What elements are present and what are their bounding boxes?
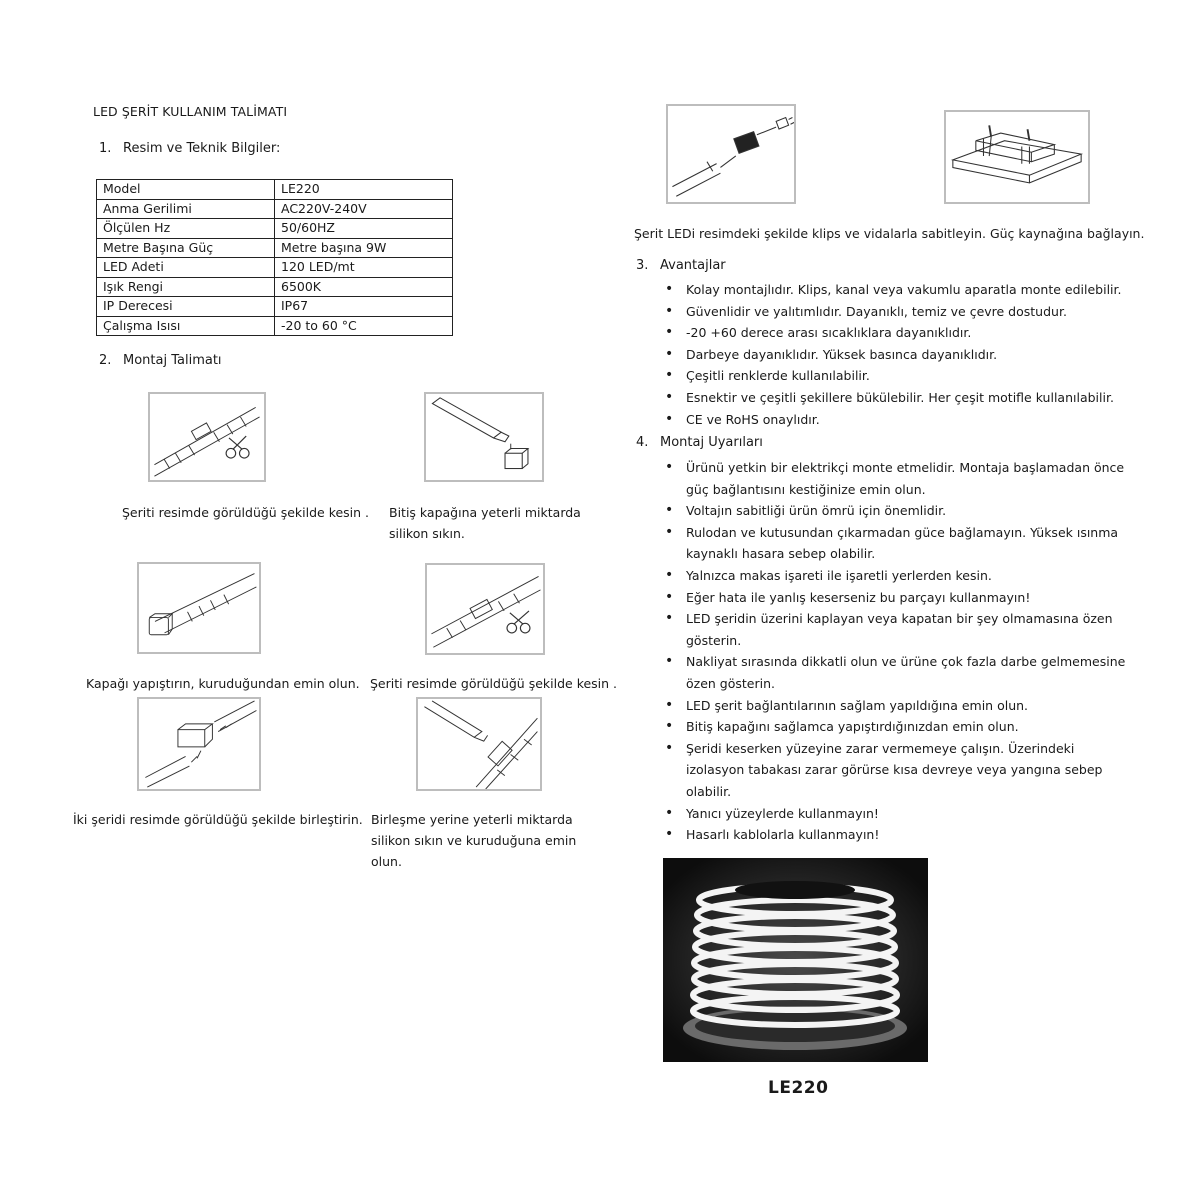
silicone-endcap-illustration — [424, 392, 544, 482]
step-caption-line: Bitiş kapağına yeterli miktarda — [389, 505, 581, 520]
spec-key: Anma Gerilimi — [97, 199, 275, 219]
list-item: • Esnektir ve çeşitli şekillere bükülebilir. Her çeşit motifle kullanılabilir. — [638, 387, 1138, 409]
list-item: • Rulodan ve kutusundan çıkarmadan güce bağlamayın. Yüksek ısınma kaynaklı hasara sebep olabilir. — [638, 522, 1130, 565]
silicone-join-illustration — [416, 697, 542, 791]
scissors-icon — [507, 611, 530, 633]
step-caption-line: olun. — [371, 854, 402, 869]
step-caption: İki şeridi resimde görüldüğü şekilde birleştirin. — [73, 812, 363, 827]
list-item: • Nakliyat sırasında dikkatli olun ve ürüne çok fazla darbe gelmemesine özen gösterin. — [638, 651, 1130, 694]
cut-strip-illustration-2 — [425, 563, 545, 655]
step-caption — [389, 502, 581, 544]
list-item: • LED şeridin üzerini kaplayan veya kapatan bir şey olmamasına özen gösterin. — [638, 608, 1130, 651]
join-strips-illustration — [137, 697, 261, 791]
list-item: • CE ve RoHS onaylıdır. — [638, 409, 1138, 431]
advantages-list — [638, 279, 1138, 430]
spec-value: 6500K — [275, 277, 453, 297]
section-heading-specs — [99, 141, 280, 156]
section-label: Avantajlar — [660, 258, 726, 273]
table-row — [97, 297, 453, 317]
spec-key: IP Derecesi — [97, 297, 275, 317]
step-caption — [371, 809, 576, 872]
list-item: • Kolay montajlıdır. Klips, kanal veya vakumlu aparatla monte edilebilir. — [638, 279, 1138, 301]
spec-table — [96, 179, 453, 336]
cut-strip-illustration — [148, 392, 266, 482]
product-model-label: LE220 — [768, 1078, 829, 1098]
list-item: • Eğer hata ile yanlış keserseniz bu parçayı kullanmayın! — [638, 587, 1130, 609]
scissors-icon — [226, 436, 249, 458]
list-item: • Yalnızca makas işareti ile işaretli yerlerden kesin. — [638, 565, 1130, 587]
section-heading-warnings — [636, 435, 763, 450]
section-number: 1. — [99, 141, 112, 156]
warnings-list — [638, 457, 1130, 846]
list-item: • Darbeye dayanıklıdır. Yüksek basınca dayanıklıdır. — [638, 344, 1138, 366]
product-photo — [663, 858, 928, 1062]
step-caption: Şeriti resimde görüldüğü şekilde kesin . — [370, 676, 618, 691]
spec-value: -20 to 60 °C — [275, 316, 453, 336]
spec-key: Ölçülen Hz — [97, 219, 275, 239]
clip-mount-illustration — [944, 110, 1090, 204]
attach-cap-illustration — [137, 562, 261, 654]
table-row — [97, 316, 453, 336]
step-caption: Şeriti resimde görüldüğü şekilde kesin . — [122, 505, 370, 520]
section-number: 2. — [99, 353, 112, 368]
spec-key: Model — [97, 180, 275, 200]
spec-value: Metre başına 9W — [275, 238, 453, 258]
list-item: • Ürünü yetkin bir elektrikçi monte etmelidir. Montaja başlamadan önce güç bağlantısını kestiğinize emin olun. — [638, 457, 1130, 500]
list-item: • -20 +60 derece arası sıcaklıklara dayanıklıdır. — [638, 322, 1138, 344]
spec-value: 50/60HZ — [275, 219, 453, 239]
spec-value: 120 LED/mt — [275, 258, 453, 278]
section-heading-advantages — [636, 258, 726, 273]
step-caption-line: Birleşme yerine yeterli miktarda — [371, 812, 573, 827]
table-row — [97, 277, 453, 297]
list-item: • Güvenlidir ve yalıtımlıdır. Dayanıklı, temiz ve çevre dostudur. — [638, 301, 1138, 323]
table-row — [97, 199, 453, 219]
spec-key: Çalışma Isısı — [97, 316, 275, 336]
power-connection-illustration — [666, 104, 796, 204]
mount-caption: Şerit LEDi resimdeki şekilde klips ve vidalarla sabitleyin. Güç kaynağına bağlayın. — [634, 226, 1145, 241]
section-label: Montaj Talimatı — [123, 353, 222, 368]
spec-value: AC220V-240V — [275, 199, 453, 219]
list-item: • Bitiş kapağını sağlamca yapıştırdığınızdan emin olun. — [638, 716, 1130, 738]
section-label: Montaj Uyarıları — [660, 435, 763, 450]
section-label: Resim ve Teknik Bilgiler: — [123, 141, 281, 156]
list-item: • Voltajın sabitliği ürün ömrü için önemlidir. — [638, 500, 1130, 522]
spec-value: LE220 — [275, 180, 453, 200]
table-row — [97, 238, 453, 258]
spec-value: IP67 — [275, 297, 453, 317]
step-caption-line: silikon sıkın ve kuruduğuna emin — [371, 833, 577, 848]
spec-key: LED Adeti — [97, 258, 275, 278]
list-item: • LED şerit bağlantılarının sağlam yapıldığına emin olun. — [638, 695, 1130, 717]
section-heading-mounting — [99, 353, 222, 368]
table-row — [97, 258, 453, 278]
table-row — [97, 219, 453, 239]
section-number: 3. — [636, 258, 649, 273]
document-title: LED ŞERİT KULLANIM TALİMATI — [93, 104, 288, 119]
step-caption-line: silikon sıkın. — [389, 526, 465, 541]
section-number: 4. — [636, 435, 649, 450]
list-item: • Yanıcı yüzeylerde kullanmayın! — [638, 803, 1130, 825]
spec-key: Işık Rengi — [97, 277, 275, 297]
list-item: • Çeşitli renklerde kullanılabilir. — [638, 365, 1138, 387]
list-item: • Şeridi keserken yüzeyine zarar vermemeye çalışın. Üzerindeki izolasyon tabakası zarar görürse kısa devreye veya yangına sebep olabilir. — [638, 738, 1130, 803]
step-caption: Kapağı yapıştırın, kuruduğundan emin olun. — [86, 676, 360, 691]
table-row — [97, 180, 453, 200]
spec-key: Metre Başına Güç — [97, 238, 275, 258]
list-item: • Hasarlı kablolarla kullanmayın! — [638, 824, 1130, 846]
